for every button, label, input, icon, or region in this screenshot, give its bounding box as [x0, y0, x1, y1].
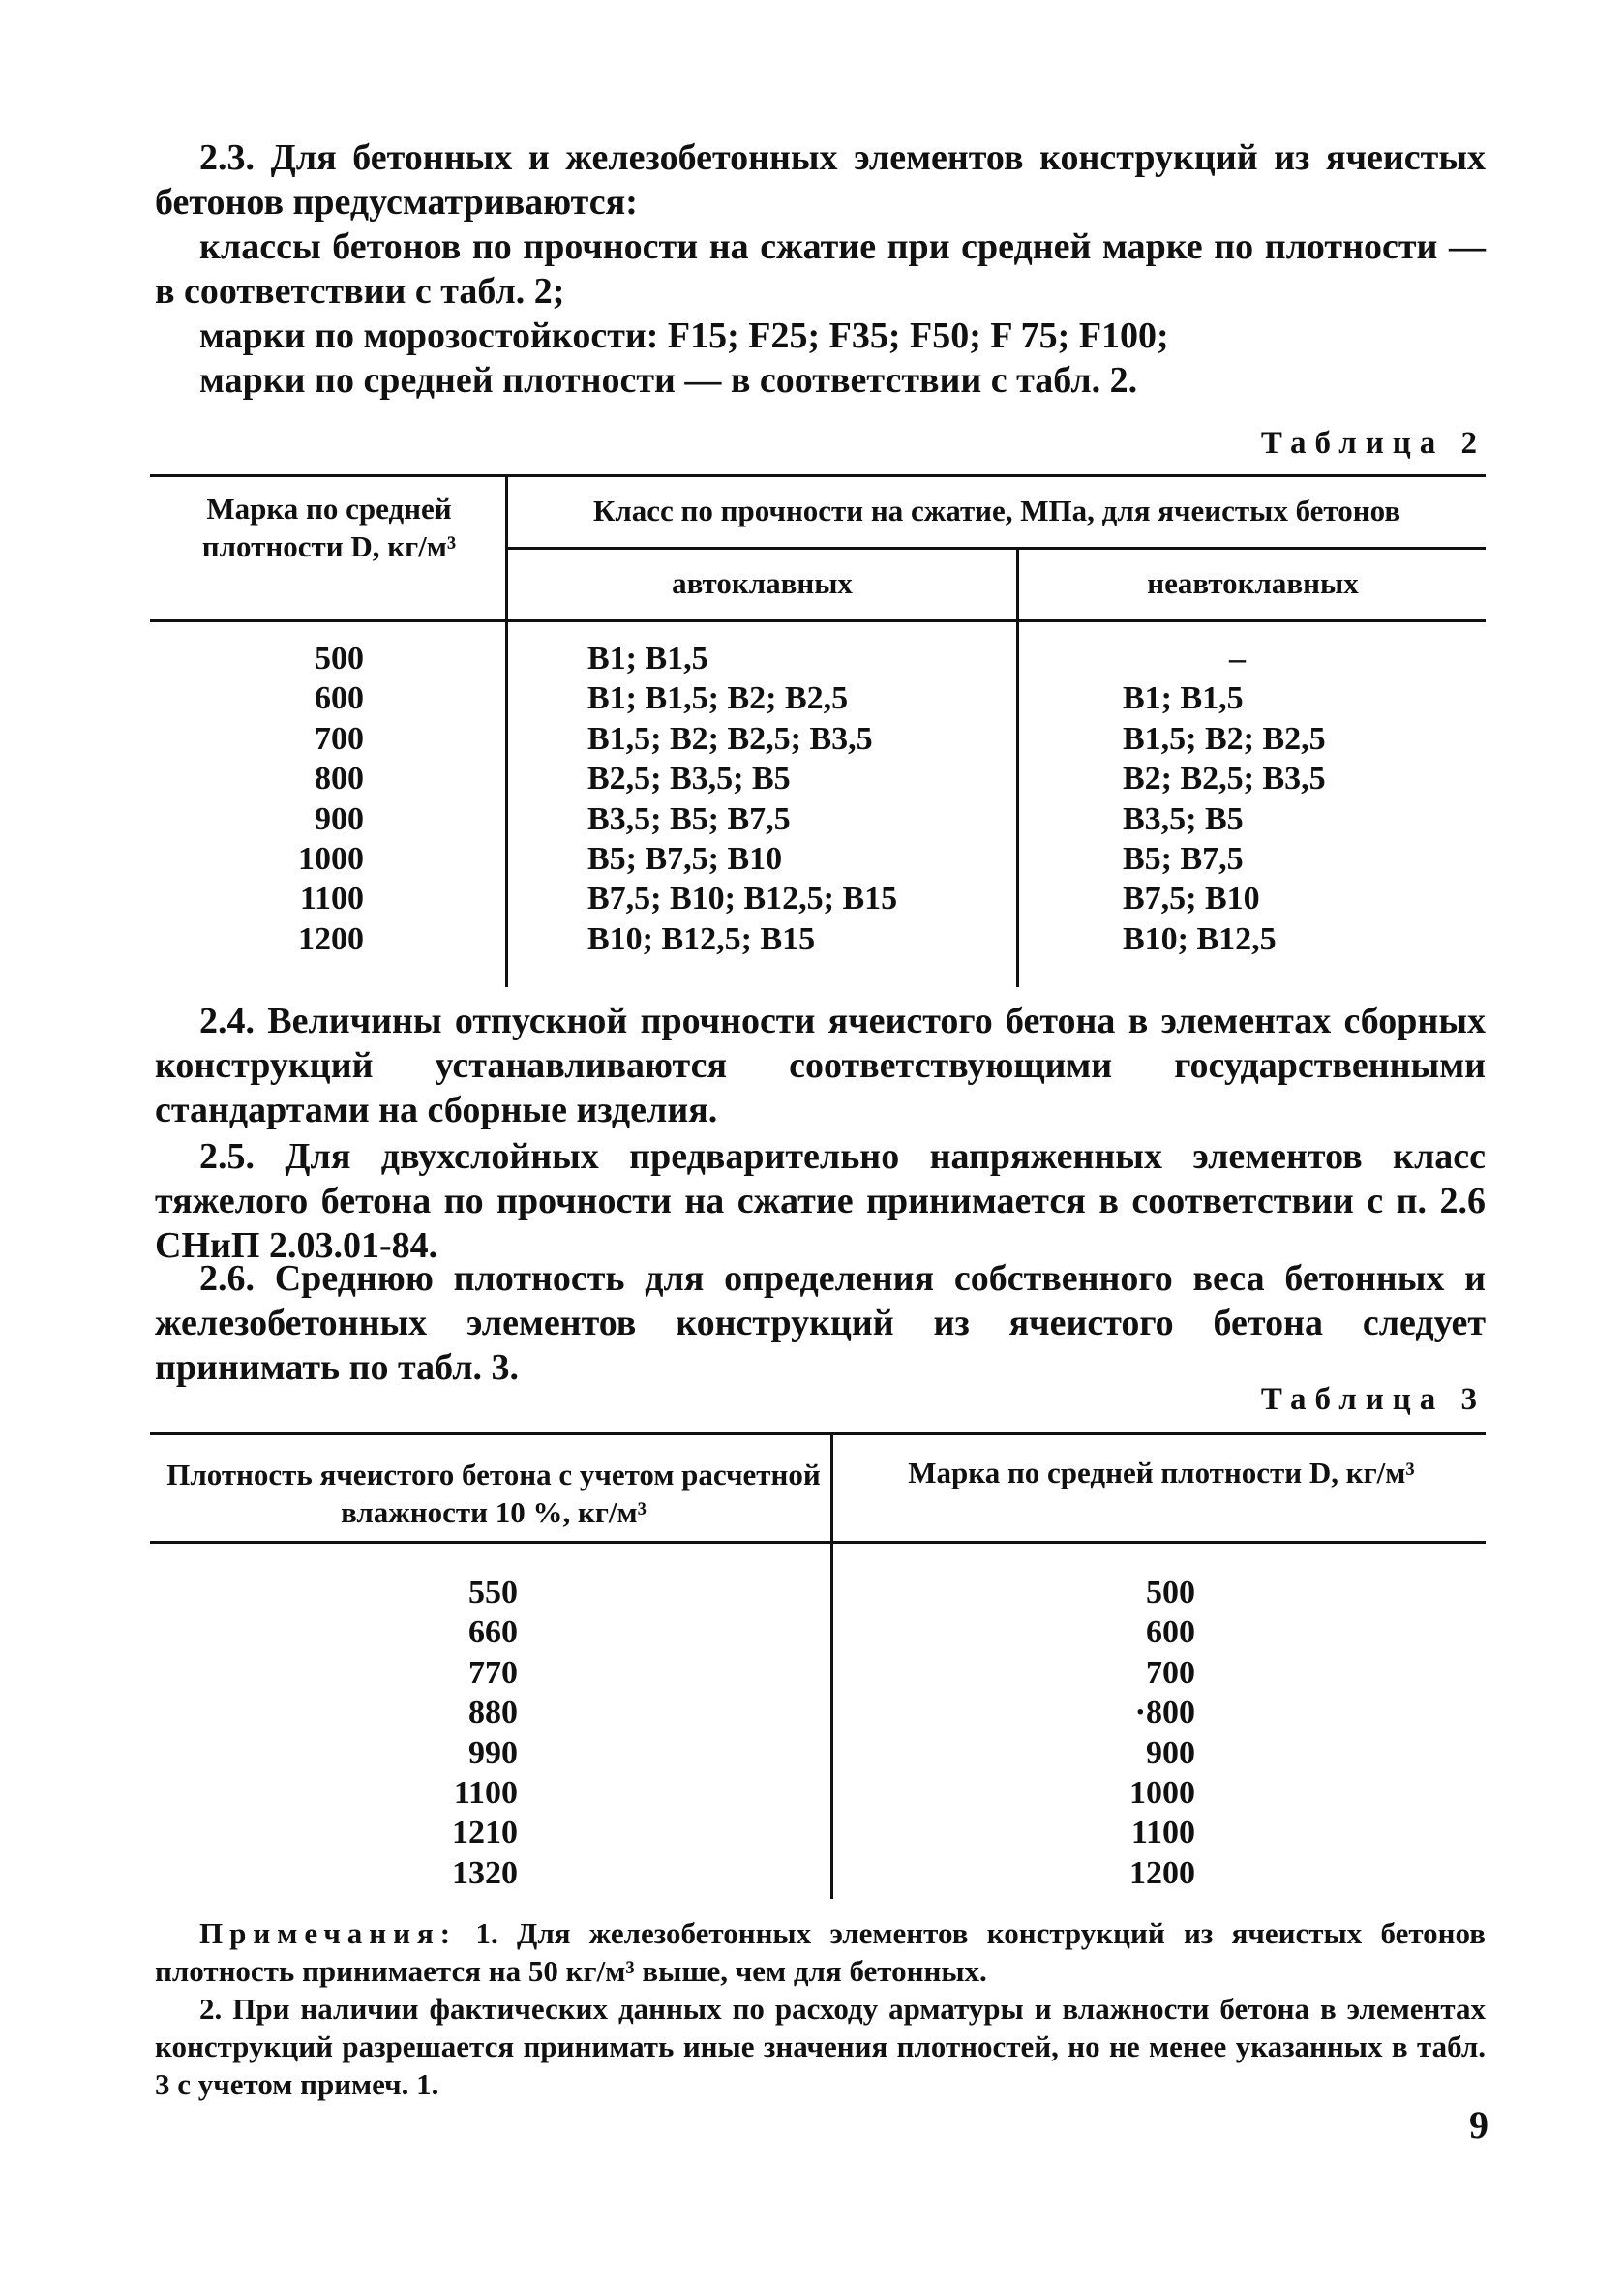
table-3-density-column	[397, 1573, 518, 1893]
table-2-top-rule	[150, 474, 1486, 477]
page-number: 9	[1469, 2103, 1489, 2147]
section-2-5: 2.5. Для двухслойных предварительно напряженных элементов класс тяжелого бетона по прочности на сжатие принимается в соответствии с п. 2.6 СНиП 2.03.01-84.	[155, 1136, 1486, 1266]
table-2-header-rule	[150, 619, 1486, 622]
table-cell: 1000	[1129, 1775, 1195, 1812]
table-3-col1-header: Плотность ячеистого бетона с учетом расчетной влажности 10 %, кг/м³	[166, 1458, 821, 1529]
table-cell: B10; B12,5	[1123, 920, 1277, 957]
section-2-4: 2.4. Величины отпускной прочности ячеистого бетона в элементах сборных конструкций устанавливаются соответствующими государственными стандартами на сборные изделия.	[155, 1001, 1486, 1130]
table-2-density-column	[271, 639, 364, 959]
table-cell: 900	[1146, 1734, 1195, 1771]
table-2-col1-header: Марка по средней плотности D, кг/м³	[201, 492, 457, 563]
table-cell: B3,5; B5	[1123, 800, 1244, 837]
table-cell: 1200	[1129, 1854, 1195, 1891]
table-3-col-divider	[830, 1432, 833, 1899]
table-3-top-rule	[150, 1432, 1486, 1435]
table-cell: 1100	[453, 1775, 518, 1812]
table-cell: B1; B1,5	[1123, 680, 1244, 717]
table-cell: 700	[315, 720, 364, 757]
table-cell: 550	[468, 1575, 518, 1610]
table-cell: B5; B7,5	[1123, 841, 1244, 878]
note-1	[155, 1914, 1486, 1990]
table-cell: B1; B1,5; B2; B2,5	[587, 680, 849, 717]
table-2-subheader-rule	[505, 547, 1486, 550]
table-cell: 770	[468, 1654, 518, 1691]
table-cell: B1,5; B2; B2,5; B3,5	[587, 720, 873, 757]
section-2-3-intro: 2.3. Для бетонных и железобетонных элементов конструкций из ячеистых бетонов предусматриваются:	[155, 137, 1486, 223]
table-2-col-divider-2	[1016, 547, 1019, 987]
table-cell: B2,5; B3,5; B5	[587, 761, 791, 797]
note-2: 2. При наличии фактических данных по расходу арматуры и влажности бетона в элементах конструкций разрешается принимать иные значения плотностей, но не менее указанных в табл. 3 с учетом примеч. 1.	[155, 1992, 1486, 2101]
table-cell: 800	[315, 761, 364, 797]
table-3-caption: Таблица 3	[1260, 1382, 1486, 1417]
table-2-group-header: Класс по прочности на сжатие, МПа, для ячеистых бетонов	[592, 494, 1401, 527]
table-2-autoclave-column	[587, 639, 1004, 959]
table-cell: 500	[1146, 1575, 1195, 1610]
table-2-col-divider-1	[505, 474, 508, 987]
table-cell: –	[1229, 641, 1246, 677]
table-cell: 990	[468, 1734, 518, 1771]
table-cell: 1100	[1130, 1815, 1195, 1851]
table-cell: 1320	[452, 1854, 518, 1891]
table-cell: 900	[315, 800, 364, 837]
table-cell: 500	[315, 641, 364, 677]
table-cell: B1; B1,5	[587, 641, 708, 677]
note-1-text: 1. Для железобетонных элементов конструкций из ячеистых бетонов плотность принимается на 50 кг/м³ выше, чем для бетонных.	[155, 1916, 1487, 1988]
table-3-col2-header: Марка по средней плотности D, кг/м³	[908, 1456, 1415, 1489]
section-2-3-item-2: марки по морозостойкости: F15; F25; F35; F50; F 75; F100;	[199, 316, 1169, 356]
table-cell: B3,5; B5; B7,5	[587, 800, 791, 837]
table-cell: ·800	[1134, 1695, 1195, 1731]
table-cell: 880	[468, 1695, 518, 1731]
table-cell: 700	[1146, 1654, 1195, 1691]
section-2-6: 2.6. Среднюю плотность для определения собственного веса бетонных и железобетонных элементов конструкций из ячеистого бетона следует принимать по табл. 3.	[155, 1258, 1486, 1388]
table-2-caption: Таблица 2	[1260, 426, 1486, 461]
table-2-nonautoclave-column	[1123, 639, 1481, 959]
table-2-subheader-autoclave: автоклавных	[672, 566, 853, 600]
table-2-subheader-nonautoclave: неавтоклавных	[1147, 566, 1359, 600]
table-cell: B7,5; B10; B12,5; B15	[587, 881, 898, 917]
section-2-3-item-1: классы бетонов по прочности на сжатие при средней марке по плотности — в соответствии с табл. 2;	[155, 226, 1486, 312]
section-2-3-item-3: марки по средней плотности — в соответствии с табл. 2.	[199, 360, 1138, 401]
table-cell: 600	[1146, 1614, 1195, 1651]
table-cell: B2; B2,5; B3,5	[1123, 761, 1326, 797]
table-cell: B7,5; B10	[1123, 881, 1260, 917]
table-cell: 1210	[452, 1815, 518, 1851]
table-cell: 1100	[299, 881, 364, 917]
table-cell: 1000	[298, 841, 364, 878]
table-cell: B1,5; B2; B2,5	[1123, 720, 1326, 757]
notes-label: Примечания:	[199, 1916, 458, 1950]
table-cell: B10; B12,5; B15	[587, 920, 816, 957]
table-cell: B5; B7,5; B10	[587, 841, 783, 878]
table-3-header-rule	[150, 1541, 1486, 1544]
table-cell: 600	[315, 680, 364, 717]
table-3-grade-column	[1074, 1573, 1195, 1893]
table-cell: 1200	[298, 920, 364, 957]
table-cell: 660	[468, 1614, 518, 1651]
